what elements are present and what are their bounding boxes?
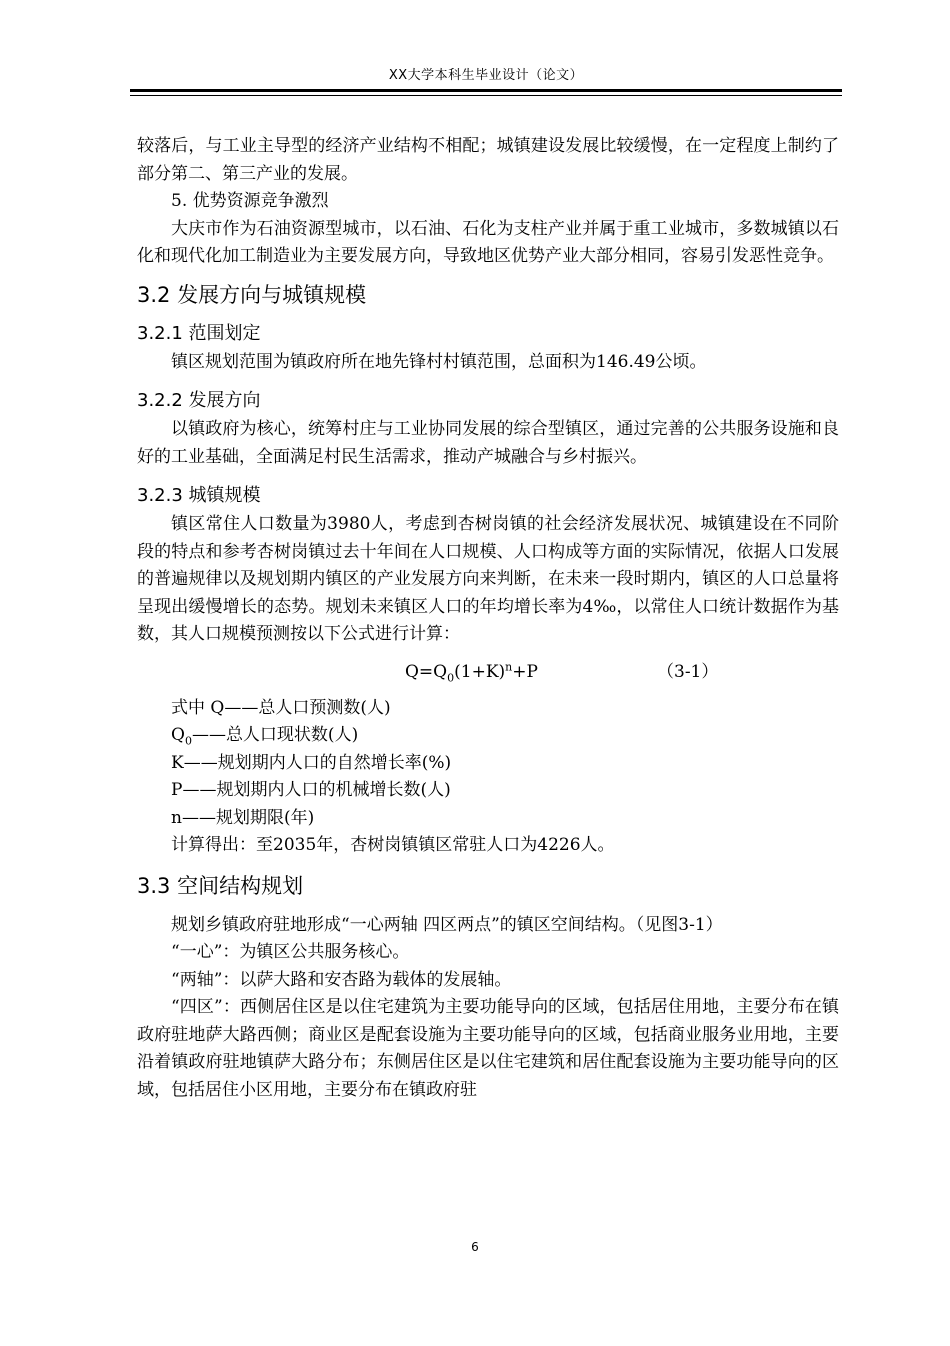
formula-number: （3-1） [657, 661, 719, 682]
section-3-3-heading: 3.3 空间结构规划 [137, 873, 304, 898]
definition-q0: $Q_0——$总人口现状数(人) [171, 725, 359, 748]
population-formula [137, 657, 839, 687]
one-center-text: “一心”：为镇区公共服务核心。 [171, 942, 410, 962]
item-5-body: 大庆市作为石油资源型城市，以石油、石化为支柱产业并属于重工业城市，多数城镇以石化和现代化加工制造业为主要发展方向，导致地区优势产业大部分相同，容易引发恶性竞争。 [137, 218, 839, 266]
paragraph-continuation: 较落后，与工业主导型的经济产业结构不相配；城镇建设发展比较缓慢，在一定程度上制约了部分第二、第三产业的发展。 [137, 136, 839, 184]
definition-q: 式中 Q——总人口预测数(人) [171, 697, 391, 718]
section-3-2-2-body: 以镇政府为核心，统筹村庄与工业协同发展的综合型镇区，通过完善的公共服务设施和良好的工业基础，全面满足村民生活需求，推动产城融合与乡村振兴。 [137, 419, 839, 467]
definition-k: K——规划期内人口的自然增长率(%) [171, 752, 452, 773]
formula-expression: $Q=Q_0(1+K)^n+P$ [405, 659, 538, 684]
section-3-3-intro: 规划乡镇政府驻地形成“一心两轴 四区两点”的镇区空间结构。（见图3-1） [171, 914, 723, 935]
section-3-2-heading: 3.2 发展方向与城镇规模 [137, 282, 367, 307]
section-3-2-1-body: 镇区规划范围为镇政府所在地先锋村村镇范围，总面积为146.49公顷。 [171, 351, 707, 372]
section-3-2-2-heading: 3.2.2 发展方向 [137, 390, 261, 411]
item-5-title: 5. 优势资源竞争激烈 [171, 191, 329, 211]
section-3-2-3-heading: 3.2.3 城镇规模 [137, 485, 261, 506]
header-rule-thin [130, 95, 842, 96]
section-3-2-1-heading: 3.2.1 范围划定 [137, 322, 261, 344]
four-zones-text: “四区”：西侧居住区是以住宅建筑为主要功能导向的区域，包括居住用地，主要分布在镇政府驻地萨大路西侧；商业区是配套设施为主要功能导向的区域，包括商业服务业用地，主要沿着镇政府驻地镇萨大路分布；东侧居住区是以住宅建筑和居住配套设施为主要功能导向的区域，包括居住小区用地，主要分布在镇政府驻 [137, 997, 839, 1100]
two-axes-text: “两轴”：以萨大路和安杏路为载体的发展轴。 [171, 969, 512, 990]
definition-p: P——规划期内人口的机械增长数(人) [171, 780, 451, 800]
page-header: XX大学本科生毕业设计（论文） [388, 68, 584, 83]
page-number: 6 [471, 1240, 479, 1254]
header-rule-thick [130, 89, 842, 92]
section-3-2-3-body: 镇区常住人口数量为3980人，考虑到杏树岗镇的社会经济发展状况、城镇建设在不同阶段的特点和参考杏树岗镇过去十年间在人口规模、人口构成等方面的实际情况，依据人口发展的普遍规律以及规划期内镇区的产业发展方向来判断，在未来一段时期内，镇区的人口总量将呈现出缓慢增长的态势。规划未来镇区人口的年均增长率为4‰，以常住人口统计数据作为基数，其人口规模预测按以下公式进行计算： [137, 514, 839, 644]
calculation-result: 计算得出：至2035年，杏树岗镇镇区常驻人口为4226人。 [171, 835, 615, 855]
page-body [137, 133, 839, 1104]
definition-n: n——规划期限(年) [171, 807, 315, 828]
